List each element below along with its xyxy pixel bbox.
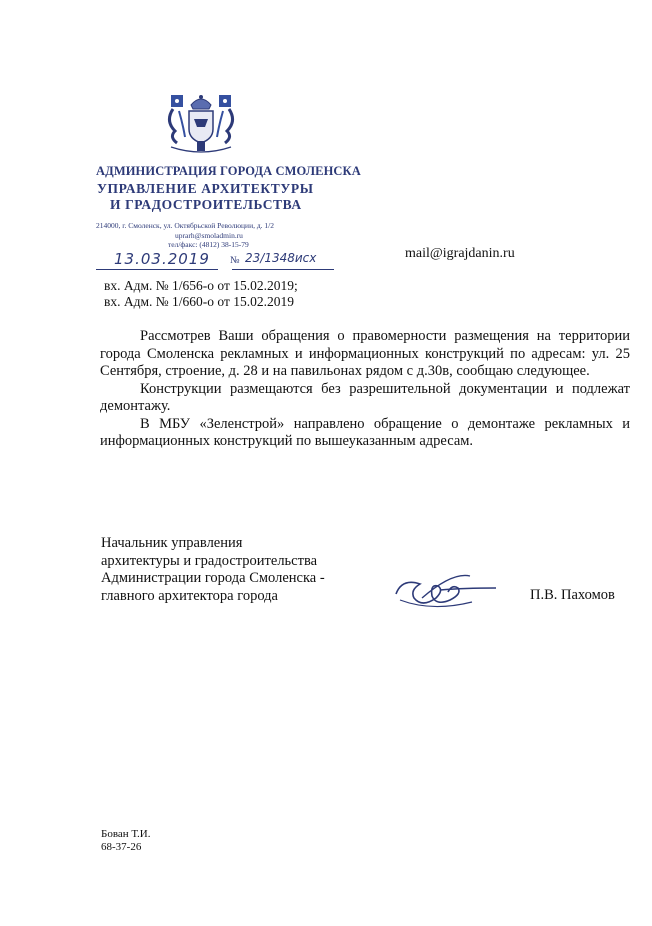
letterhead-email: uprarh@smoladmin.ru — [175, 231, 243, 240]
outgoing-number-label: № — [230, 255, 240, 266]
executor-info — [101, 828, 150, 854]
signatory-title-line: архитектуры и градостроительства — [101, 552, 318, 569]
department-name-line1: УПРАВЛЕНИЕ АРХИТЕКТУРЫ — [97, 181, 314, 196]
body-paragraph: Рассмотрев Ваши обращения о правомерности размещения на территории города Смоленска рекламных и информационных конструкций по адресам: ул. 25 Сентября, строение, д. 28 и на павильонах рядом с д.30в, сообщаю следующее. — [100, 328, 630, 379]
number-underline — [232, 269, 334, 270]
department-name-line2: И ГРАДОСТРОИТЕЛЬСТВА — [110, 197, 302, 212]
letterhead-phone: тел/факс: (4812) 38-15-79 — [168, 240, 249, 249]
letter-body — [100, 328, 630, 451]
executor-phone: 68-37-26 — [101, 841, 142, 853]
signatory-title — [101, 535, 325, 605]
recipient-email: mail@igrajdanin.ru — [405, 246, 515, 261]
signatory-name: П.В. Пахомов — [530, 587, 615, 603]
body-paragraph: В МБУ «Зеленстрой» направлено обращение о демонтаже рекламных и информационных конструкций по вышеуказанным адресам. — [100, 415, 630, 449]
letterhead-address: 214000, г. Смоленск, ул. Октябрьской Революции, д. 1/2 — [96, 221, 274, 230]
handwritten-signature — [392, 568, 504, 616]
signatory-title-line: Администрации города Смоленска - — [101, 570, 325, 586]
outgoing-number: 23/1348исх — [245, 251, 317, 265]
body-paragraph: Конструкции размещаются без разрешительной документации и подлежат демонтажу. — [100, 380, 630, 414]
outgoing-date: 13.03.2019 — [114, 250, 210, 268]
organization-name: АДМИНИСТРАЦИЯ ГОРОДА СМОЛЕНСКА — [96, 164, 361, 178]
signatory-title-line: главного архитектора города — [101, 587, 278, 604]
executor-name: Бован Т.И. — [101, 828, 151, 840]
signatory-title-line: Начальник управления — [101, 535, 243, 551]
coat-of-arms-icon — [161, 91, 241, 161]
incoming-ref-1: вх. Адм. № 1/656-о от 15.02.2019; — [104, 278, 298, 293]
incoming-ref-2: вх. Адм. № 1/660-о от 15.02.2019 — [104, 294, 295, 309]
date-underline — [96, 269, 218, 270]
